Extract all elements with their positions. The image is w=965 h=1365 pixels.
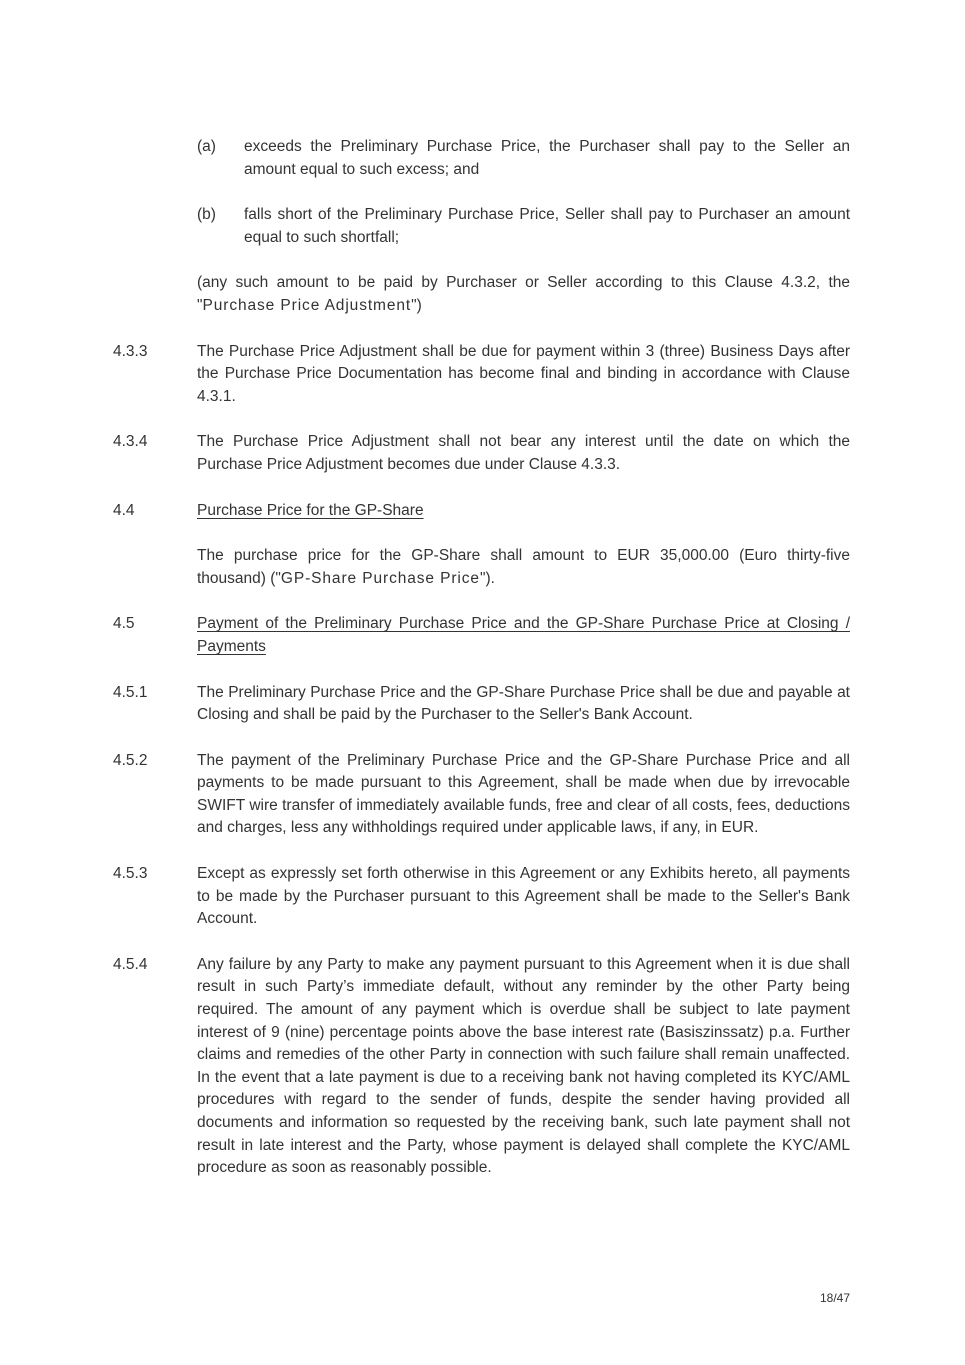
clause-4-5-1-number: 4.5.1 [113, 683, 148, 701]
list-marker-b: (b) [197, 206, 216, 224]
clause-4-5-heading [197, 613, 850, 658]
clause-4-5-4-number: 4.5.4 [113, 955, 148, 973]
clause-4-5-2 [113, 750, 850, 840]
page-footer [820, 1291, 850, 1306]
clause-4-4-heading [197, 500, 850, 523]
clause-4-5-2-number: 4.5.2 [113, 751, 148, 769]
clause-4-4-heading-text: Purchase Price for the GP-Share [197, 501, 424, 519]
clause-4-5-2-text: The payment of the Preliminary Purchase Price and the GP-Share Purchase Price and all payments to be made pursuant to this Agreement, shall be made when due by irrevocable SWIFT wire transfer of immediately available funds, free and clear of all costs, fees, deductions and charges, less any withholdings required under applicable laws, if any, in EUR. [197, 751, 850, 837]
clause-4-4-body-post: "). [479, 569, 495, 587]
clause-4-5-1 [113, 682, 850, 727]
clause-4-3-3-number: 4.3.3 [113, 342, 148, 360]
clause-4-3-3 [113, 341, 850, 409]
list-item-a [197, 136, 850, 181]
adjustment-note-post: ") [411, 296, 422, 314]
clause-4-4-heading-row [113, 500, 850, 523]
clause-4-3-4-text: The Purchase Price Adjustment shall not bear any interest until the date on which the Purchase Price Adjustment becomes due under Clause 4.3.3. [197, 433, 850, 473]
clause-4-5-3-text: Except as expressly set forth otherwise in this Agreement or any Exhibits hereto, all payments to be made by the Purchaser pursuant to this Agreement shall be made to the Seller's Bank Account. [197, 865, 850, 928]
list-marker-a: (a) [197, 138, 216, 155]
clause-4-3-4-number: 4.3.4 [113, 433, 148, 451]
clause-4-3-3-text: The Purchase Price Adjustment shall be due for payment within 3 (three) Business Days after the Purchase Price Documentation has become final and binding in accordance with Clause 4.3.1. [197, 342, 850, 405]
clause-4-4-body [197, 545, 850, 590]
clause-4-5-heading-text: Payment of the Preliminary Purchase Price and the GP-Share Purchase Price at Closing / Payments [197, 615, 850, 655]
clause-4-3-4 [113, 431, 850, 476]
clause-4-5-3-number: 4.5.3 [113, 865, 148, 883]
clause-4-5-heading-row [113, 613, 850, 658]
clause-4-4-number: 4.4 [113, 501, 135, 519]
clause-4-5-1-text: The Preliminary Purchase Price and the GP-Share Purchase Price shall be due and payable at Closing and shall be paid by the Purchaser to the Seller's Bank Account. [197, 683, 850, 724]
adjustment-note-pre: (any such amount to be paid by Purchaser or Seller according to this Clause 4.3.2, the " [197, 274, 850, 314]
page-number: 18/47 [819, 1291, 850, 1305]
clause-4-4-body-pre: The purchase price for the GP-Share shall amount to EUR 35,000.00 (Euro thirty-five thousand) (" [197, 547, 850, 587]
list-item-a-text: exceeds the Preliminary Purchase Price, the Purchaser shall pay to the Seller an amount equal to such excess; and [244, 138, 850, 178]
defined-term-gp-share-purchase-price: GP-Share Purchase Price [280, 569, 480, 587]
adjustment-note [197, 272, 850, 317]
clause-4-5-4-text: Any failure by any Party to make any payment pursuant to this Agreement when it is due shall result in such Party’s immediate default, without any reminder by the other Party being required. The amount of any payment which is overdue shall be subject to late payment interest of 9 (nine) percentage points above the base interest rate (Basiszinssatz) p.a. Further claims and remedies of the other Party in connection with such failure shall remain unaffected. In the event that a late payment is due to a receiving bank not having completed its KYC/AML procedures with regard to the sender of funds, despite the sender having provided all documents and information so requested by the receiving bank, such late payment shall not result in late interest and the Party, whose payment is delayed shall complete the KYC/AML procedure as soon as reasonably possible. [197, 955, 850, 1177]
clause-4-5-3 [113, 863, 850, 931]
clause-4-5-number: 4.5 [113, 615, 135, 633]
list-item-b-text: falls short of the Preliminary Purchase Price, Seller shall pay to Purchaser an amount equal to such shortfall; [244, 206, 850, 246]
list-item-b [197, 204, 850, 249]
defined-term-purchase-price-adjustment: Purchase Price Adjustment [202, 296, 412, 314]
clause-4-5-4 [113, 954, 850, 1180]
